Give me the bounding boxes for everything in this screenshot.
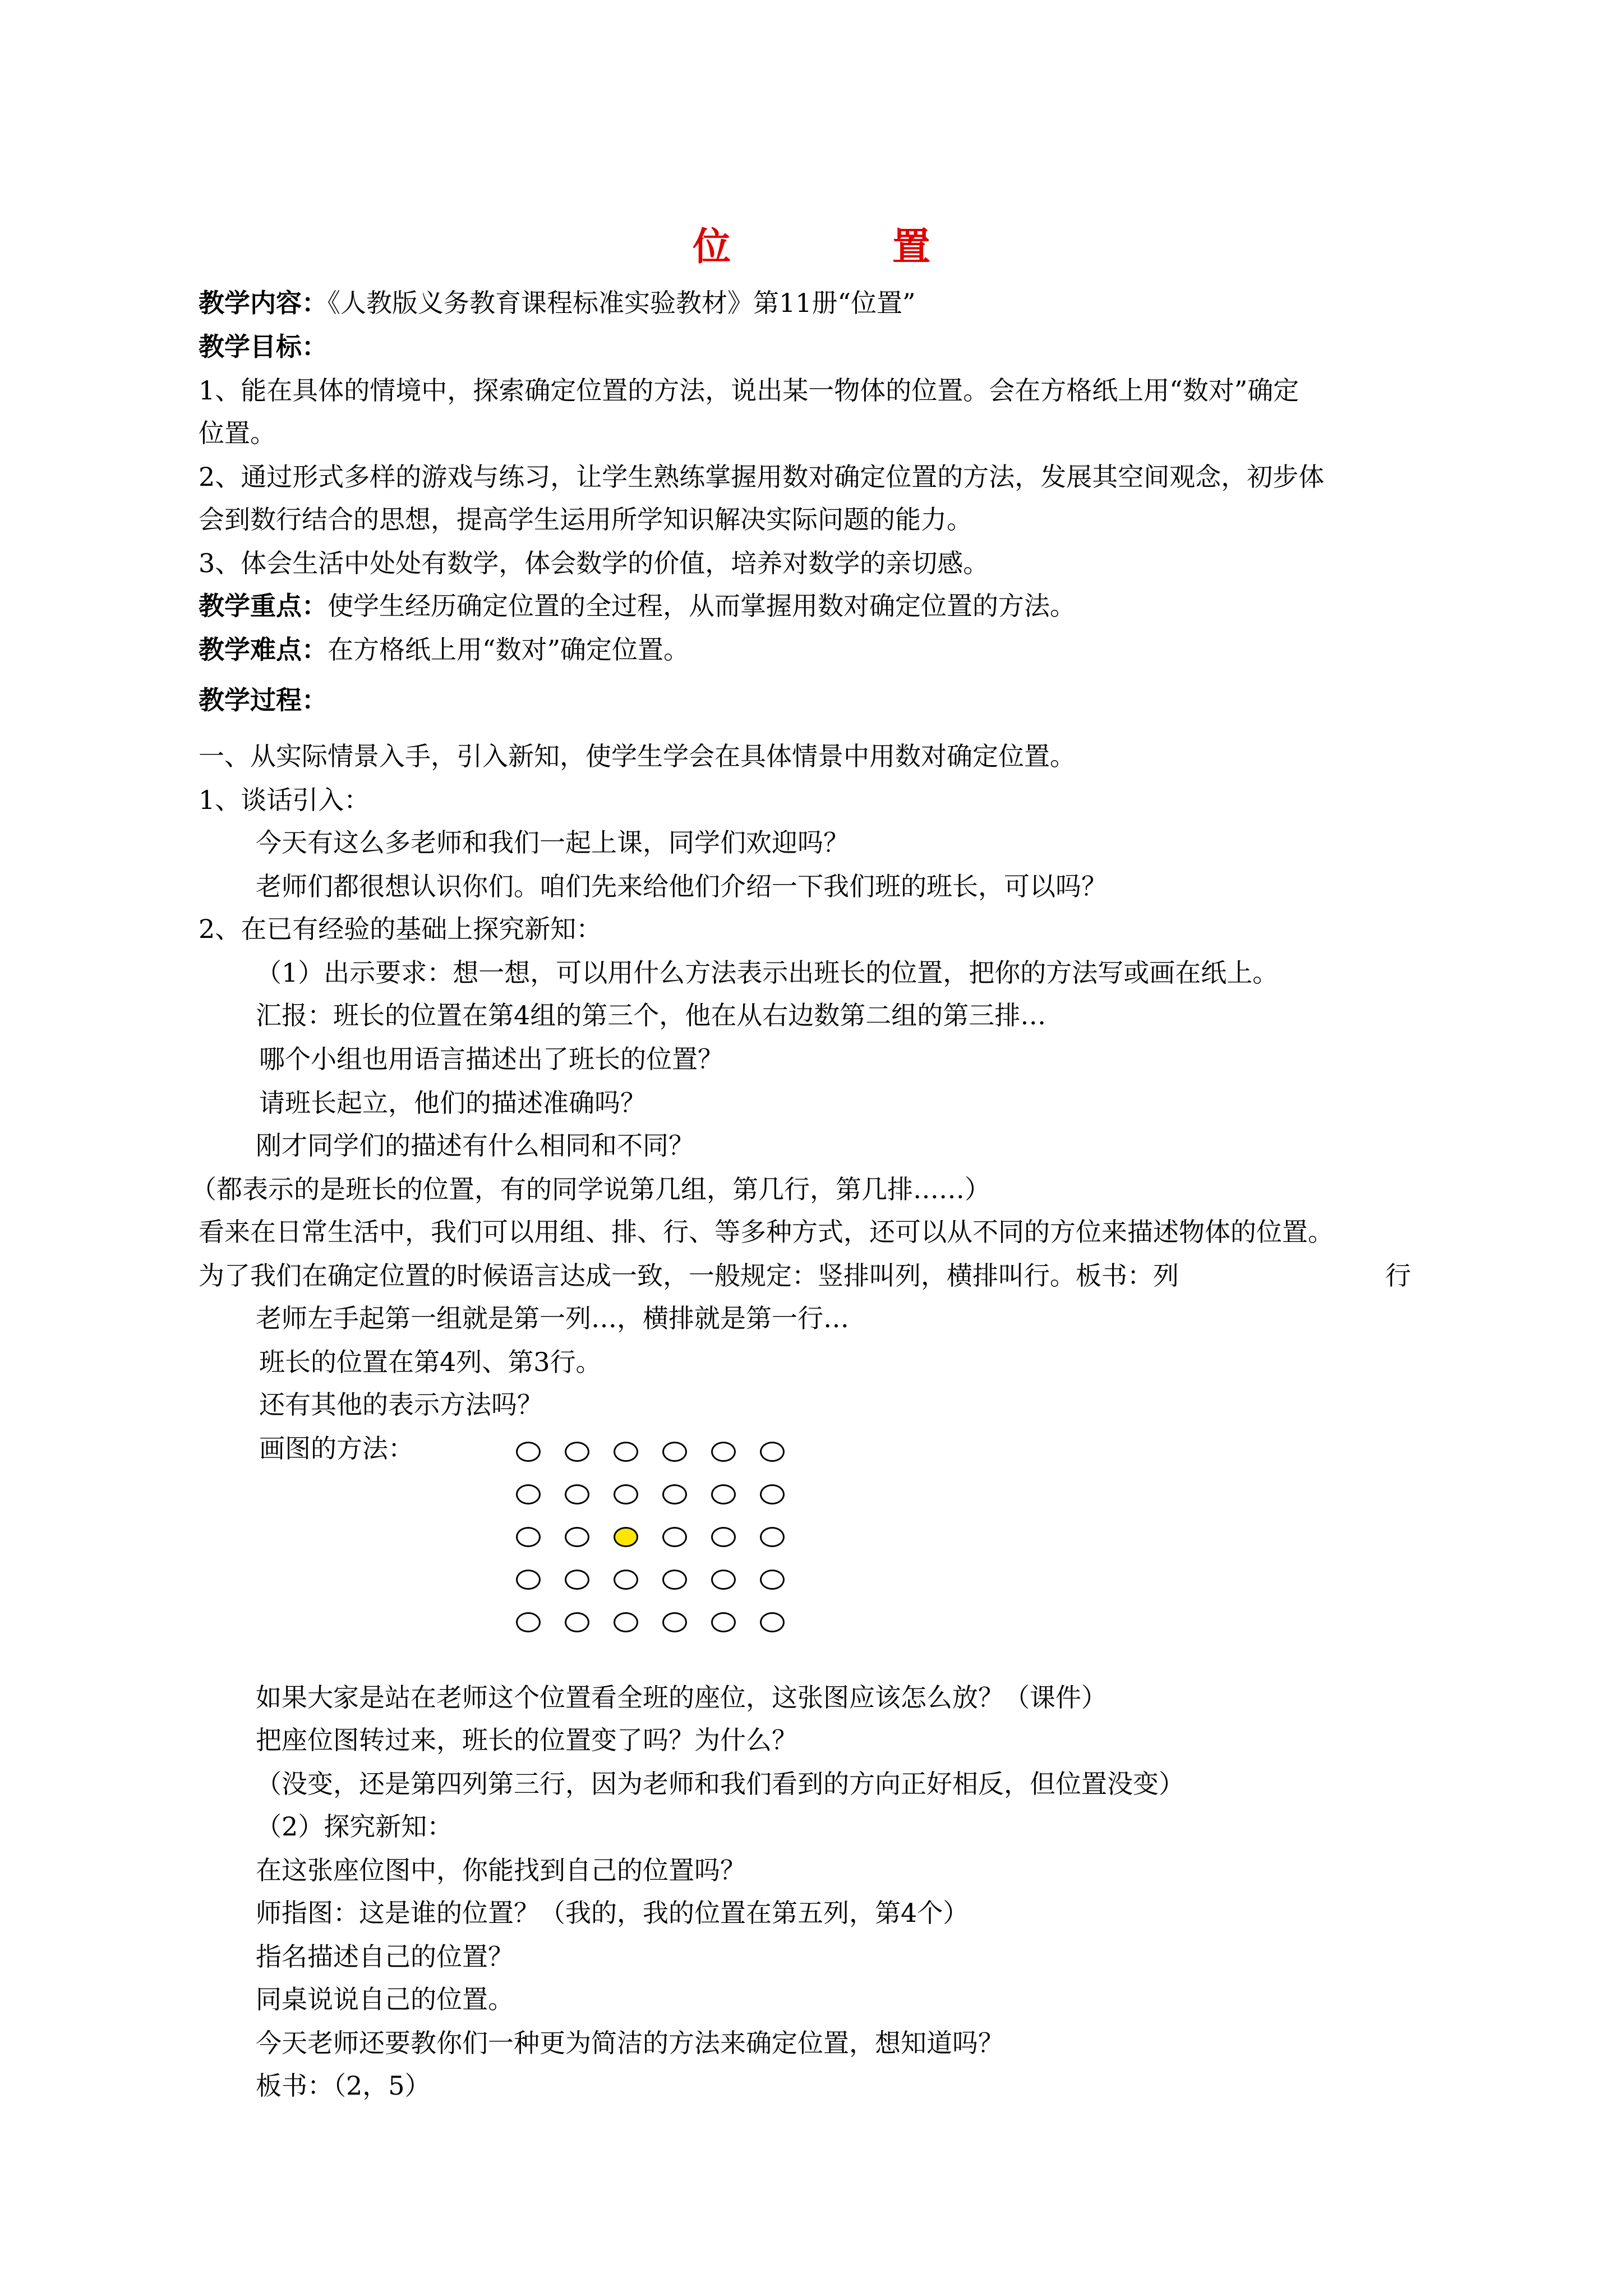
para-1: 一、从实际情景入手，引入新知，使学生学会在具体情景中用数对确定位置。 bbox=[199, 741, 1076, 771]
para-2: 1、谈话引入： bbox=[199, 785, 370, 815]
para-11: （都表示的是班长的位置，有的同学说第几组，第几行，第几排……） bbox=[191, 1174, 990, 1204]
goal3: 3、体会生活中处处有数学，体会数学的价值，培养对数学的亲切感。 bbox=[199, 548, 989, 578]
para-27: 板书：（2，5） bbox=[256, 2070, 431, 2101]
para-13-row-label: 行 bbox=[1385, 1260, 1411, 1291]
seat-circle bbox=[760, 1612, 785, 1632]
para-4: 老师们都很想认识你们。咱们先来给他们介绍一下我们班的班长，可以吗？ bbox=[256, 871, 1107, 901]
para-5: 2、在已有经验的基础上探究新知： bbox=[199, 914, 602, 944]
seat-circle bbox=[711, 1527, 736, 1547]
seat-circle bbox=[662, 1527, 687, 1547]
content-line bbox=[199, 286, 916, 320]
key-label: 教学重点： bbox=[199, 591, 328, 621]
difficulty-label: 教学难点： bbox=[199, 634, 328, 665]
para-9: 请班长起立，他们的描述准确吗？ bbox=[259, 1088, 646, 1118]
seat-circle bbox=[516, 1527, 541, 1547]
seat-circle bbox=[662, 1484, 687, 1504]
seat-circle bbox=[516, 1442, 541, 1462]
para-19: 把座位图转过来，班长的位置变了吗？为什么？ bbox=[256, 1725, 797, 1755]
para-16: 还有其他的表示方法吗？ bbox=[259, 1389, 543, 1420]
seat-circle bbox=[516, 1484, 541, 1504]
seat-circle bbox=[760, 1527, 785, 1547]
para-3: 今天有这么多老师和我们一起上课，同学们欢迎吗？ bbox=[256, 827, 849, 858]
para-14: 老师左手起第一组就是第一列…，横排就是第一行… bbox=[256, 1303, 849, 1333]
para-13: 为了我们在确定位置的时候语言达成一致，一般规定：竖排叫列，横排叫行。板书：列 bbox=[199, 1260, 1179, 1291]
para-20: （没变，还是第四列第三行，因为老师和我们看到的方向正好相反，但位置没变） bbox=[256, 1769, 1184, 1799]
seat-circle bbox=[711, 1570, 736, 1590]
para-23: 师指图：这是谁的位置？（我的，我的位置在第五列，第4个） bbox=[256, 1898, 969, 1928]
para-21: （2）探究新知： bbox=[256, 1811, 453, 1842]
para-6: （1）出示要求：想一想，可以用什么方法表示出班长的位置，把你的方法写或画在纸上。 bbox=[256, 958, 1279, 988]
seat-circle bbox=[565, 1527, 589, 1547]
seat-circle bbox=[711, 1442, 736, 1462]
goal2-line1: 2、通过形式多样的游戏与练习，让学生熟练掌握用数对确定位置的方法，发展其空间观念，初步体 bbox=[199, 462, 1325, 492]
seat-chart bbox=[516, 1442, 796, 1644]
seat-circle bbox=[516, 1570, 541, 1590]
seat-circle bbox=[565, 1484, 589, 1504]
seat-circle bbox=[760, 1484, 785, 1504]
para-15: 班长的位置在第4列、第3行。 bbox=[259, 1347, 602, 1377]
seat-circle bbox=[760, 1570, 785, 1590]
class-monitor-seat bbox=[614, 1527, 638, 1547]
para-26: 今天老师还要教你们一种更为简洁的方法来确定位置，想知道吗？ bbox=[256, 2028, 1004, 2058]
seat-circle bbox=[614, 1570, 638, 1590]
content-label: 教学内容： bbox=[199, 288, 328, 318]
goal2-line2: 会到数行结合的思想，提高学生运用所学知识解决实际问题的能力。 bbox=[199, 504, 972, 535]
para-12: 看来在日常生活中，我们可以用组、排、行、等多种方式，还可以从不同的方位来描述物体的位置。 bbox=[199, 1217, 1334, 1247]
para-24: 指名描述自己的位置？ bbox=[256, 1941, 514, 1972]
seat-circle bbox=[565, 1570, 589, 1590]
para-22: 在这张座位图中，你能找到自己的位置吗？ bbox=[256, 1855, 746, 1885]
para-18: 如果大家是站在老师这个位置看全班的座位，这张图应该怎么放？（课件） bbox=[256, 1682, 1107, 1713]
seat-circle bbox=[516, 1612, 541, 1632]
difficulty-text: 在方格纸上用“数对”确定位置。 bbox=[328, 634, 690, 665]
goal1-line2: 位置。 bbox=[199, 418, 276, 448]
difficulty-line bbox=[199, 633, 689, 666]
seat-circle bbox=[662, 1570, 687, 1590]
seat-circle bbox=[614, 1442, 638, 1462]
seat-circle bbox=[760, 1442, 785, 1462]
para-10: 刚才同学们的描述有什么相同和不同？ bbox=[256, 1130, 694, 1161]
seat-circle bbox=[614, 1484, 638, 1504]
para-25: 同桌说说自己的位置。 bbox=[256, 1984, 514, 2014]
page-title: 位 置 bbox=[692, 224, 992, 269]
para-8: 哪个小组也用语言描述出了班长的位置？ bbox=[259, 1044, 723, 1074]
content-text: 《人教版义务教育课程标准实验教材》第11册“位置” bbox=[328, 288, 916, 318]
process-label: 教学过程： bbox=[199, 685, 328, 715]
key-line bbox=[199, 589, 1076, 623]
seat-circle bbox=[662, 1612, 687, 1632]
seat-circle bbox=[711, 1612, 736, 1632]
seat-circle bbox=[711, 1484, 736, 1504]
seat-circle bbox=[662, 1442, 687, 1462]
goals-label: 教学目标： bbox=[199, 332, 328, 362]
para-7: 汇报：班长的位置在第4组的第三个，他在从右边数第二组的第三排… bbox=[256, 1000, 1046, 1030]
seat-circle bbox=[614, 1612, 638, 1632]
key-text: 使学生经历确定位置的全过程，从而掌握用数对确定位置的方法。 bbox=[328, 591, 1076, 621]
seat-circle bbox=[565, 1612, 589, 1632]
seat-circle bbox=[565, 1442, 589, 1462]
para-17: 画图的方法： bbox=[259, 1433, 414, 1464]
goal1-line1: 1、能在具体的情境中，探索确定位置的方法，说出某一物体的位置。会在方格纸上用“数对”确定 bbox=[199, 375, 1299, 406]
